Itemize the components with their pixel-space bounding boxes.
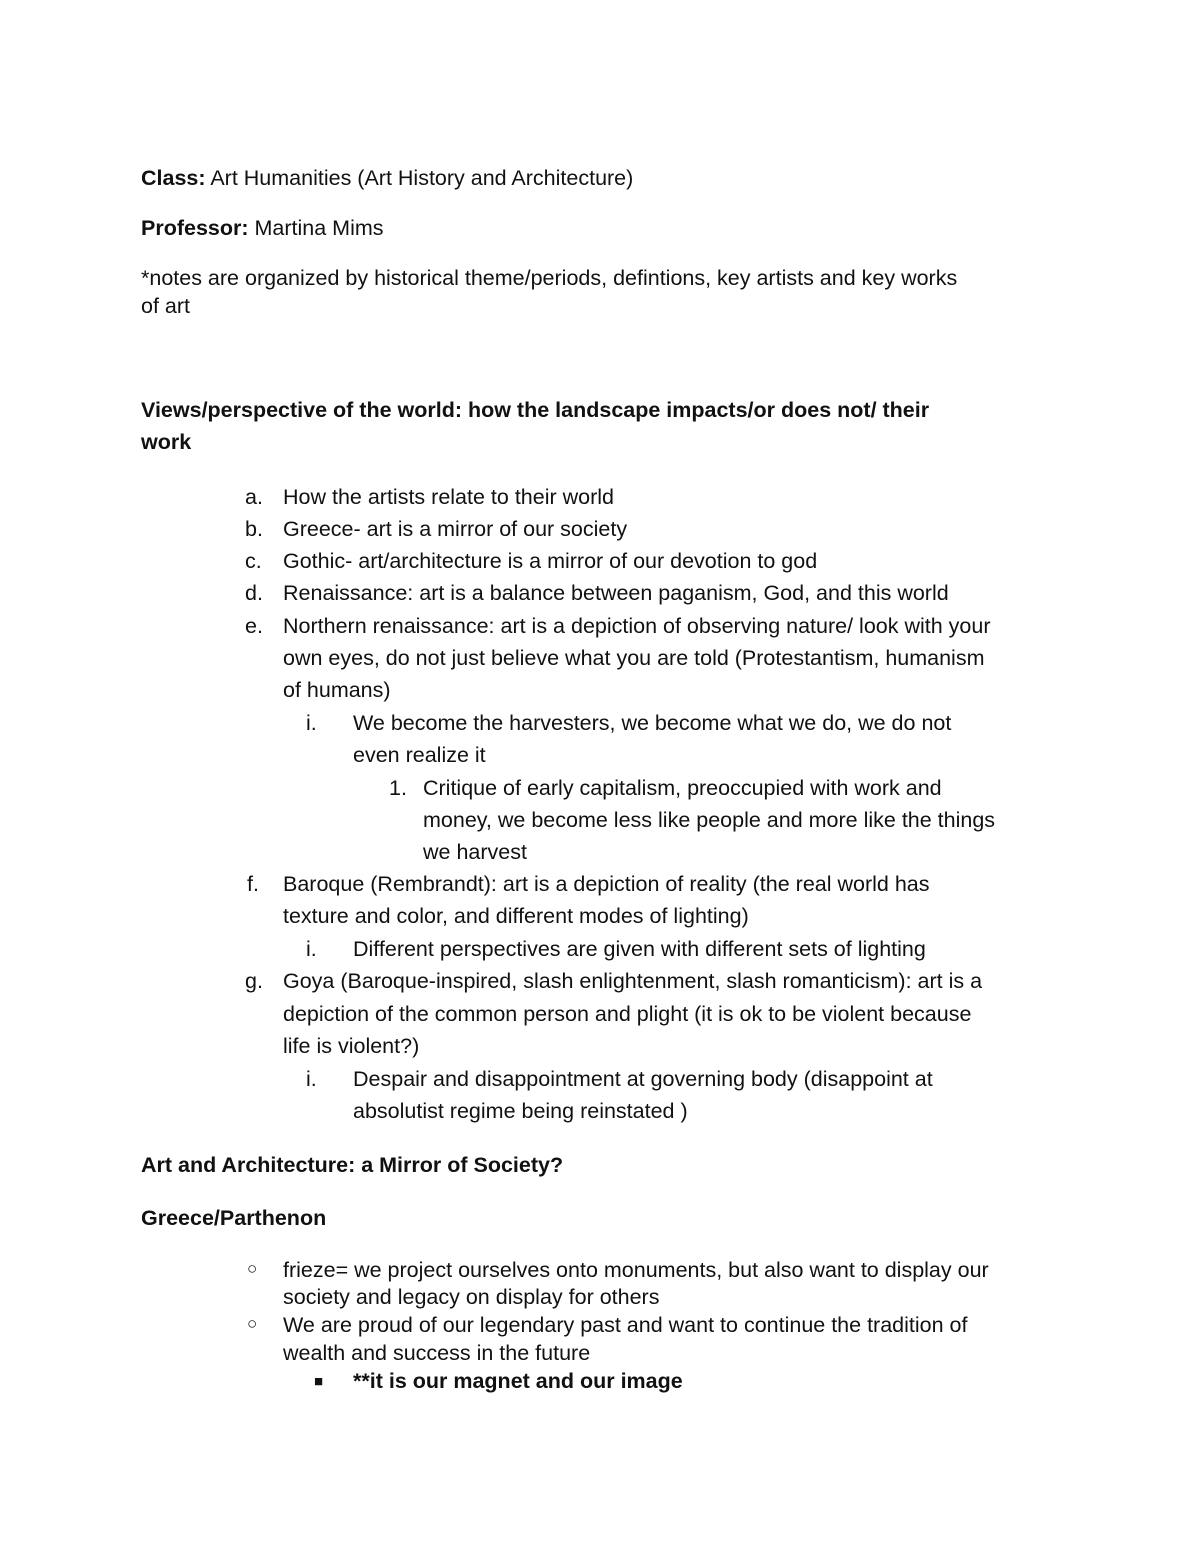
list-item-line: frieze= we project ourselves onto monuments, but also want to display our — [283, 1258, 989, 1282]
list-item-line: texture and color, and different modes of lighting) — [283, 904, 749, 928]
list-item-line: of humans) — [283, 678, 391, 702]
note-line-1: *notes are organized by historical theme/periods, defintions, key artists and key works — [141, 266, 958, 290]
professor-value: Martina Mims — [248, 216, 384, 240]
list-marker: d. — [245, 581, 263, 605]
class-value: Art Humanities (Art History and Architecture) — [205, 166, 634, 190]
list-marker: i. — [306, 1067, 317, 1091]
hollow-bullet-icon: ○ — [247, 1259, 258, 1278]
list-marker: a. — [245, 485, 263, 509]
class-line — [141, 168, 633, 190]
list-item-line: Renaissance: art is a balance between paganism, God, and this world — [283, 581, 949, 605]
list-marker: i. — [306, 711, 317, 735]
list-marker: 1. — [389, 776, 407, 800]
note-line-2: of art — [141, 294, 190, 318]
list-item-line: Baroque (Rembrandt): art is a depiction of reality (the real world has — [283, 872, 930, 896]
list-marker: c. — [245, 549, 262, 573]
professor-label: Professor: — [141, 216, 249, 240]
list-item-line: **it is our magnet and our image — [353, 1369, 683, 1393]
list-marker: g. — [245, 969, 263, 993]
list-item-line: even realize it — [353, 743, 486, 767]
list-item-line: society and legacy on display for others — [283, 1285, 660, 1309]
list-item-line: We become the harvesters, we become what we do, we do not — [353, 711, 952, 735]
section2-heading: Art and Architecture: a Mirror of Society? — [141, 1153, 564, 1177]
list-item-line: Goya (Baroque-inspired, slash enlightenment, slash romanticism): art is a — [283, 969, 983, 993]
list-item-line: wealth and success in the future — [283, 1341, 591, 1365]
square-bullet-icon: ■ — [314, 1373, 324, 1390]
class-label: Class: — [141, 166, 206, 190]
section2-subheading: Greece/Parthenon — [141, 1206, 327, 1230]
list-item-line: own eyes, do not just believe what you are told (Protestantism, humanism — [283, 646, 985, 670]
list-item-line: Different perspectives are given with different sets of lighting — [353, 937, 926, 961]
list-item-line: Critique of early capitalism, preoccupied with work and — [423, 776, 942, 800]
list-item-line: absolutist regime being reinstated ) — [353, 1099, 688, 1123]
list-marker: f. — [247, 872, 259, 896]
list-item-line: money, we become less like people and more like the things — [423, 808, 996, 832]
list-item-line: We are proud of our legendary past and want to continue the tradition of — [283, 1313, 968, 1337]
list-item-line: Greece- art is a mirror of our society — [283, 517, 628, 541]
list-marker: b. — [245, 517, 263, 541]
professor-line — [141, 218, 384, 240]
hollow-bullet-icon: ○ — [247, 1314, 258, 1333]
list-item-line: How the artists relate to their world — [283, 485, 614, 509]
list-item-line: depiction of the common person and plight (it is ok to be violent because — [283, 1002, 972, 1026]
list-marker: e. — [245, 614, 263, 638]
list-marker: i. — [306, 937, 317, 961]
list-item-line: we harvest — [423, 840, 527, 864]
list-item-line: Despair and disappointment at governing body (disappoint at — [353, 1067, 933, 1091]
section1-heading-line-1: Views/perspective of the world: how the landscape impacts/or does not/ their — [141, 398, 930, 422]
section1-heading-line-2: work — [141, 430, 192, 454]
list-item-line: Gothic- art/architecture is a mirror of our devotion to god — [283, 549, 818, 573]
list-item-line: Northern renaissance: art is a depiction of observing nature/ look with your — [283, 614, 991, 638]
list-item-line: life is violent?) — [283, 1034, 420, 1058]
